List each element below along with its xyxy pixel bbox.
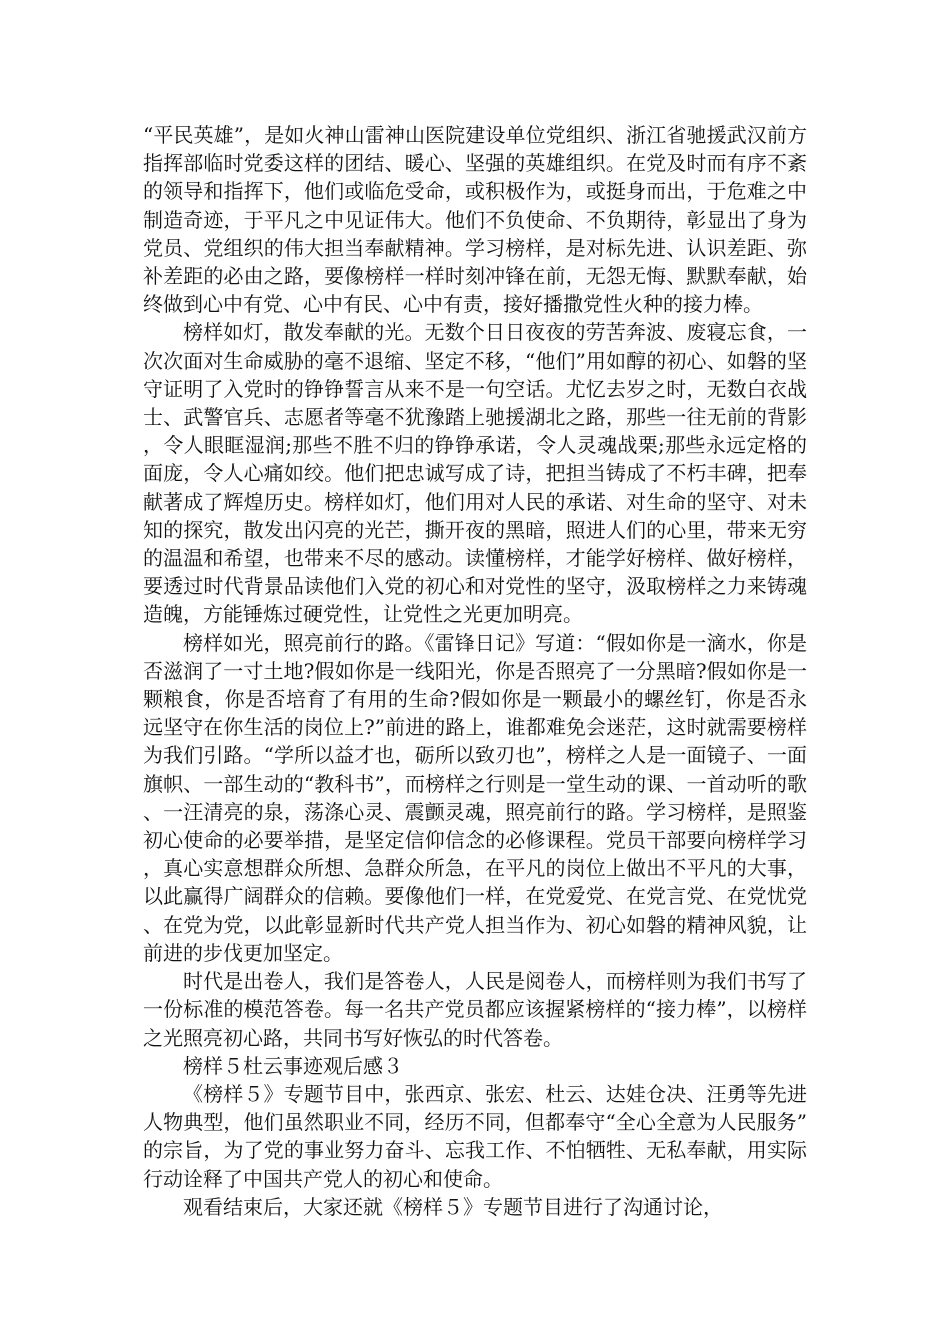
paragraph-continued: “平民英雄”，是如火神山雷神山医院建设单位党组织、浙江省驰援武汉前方指挥部临时党委这样的团结、暖心、坚强的英雄组织。在党及时而有序不紊的领导和指挥下，他们或临危受命，或积极作为，或挺身而出，于危难之中制造奇迹，于平凡之中见证伟大。他们不负使命、不负期待，彰显出了身为党员、党组织的伟大担当奉献精神。学习榜样，是对标先进、认识差距、弥补差距的必由之路，要像榜样一样时刻冲锋在前，无怨无悔、默默奉献，始终做到心中有党、心中有民、心中有责，接好播撒党性火种的接力棒。 [143,123,807,317]
document-body [143,121,807,1221]
paragraph-era: 时代是出卷人，我们是答卷人，人民是阅卷人，而榜样则为我们书写了一份标准的模范答卷。每一名共产党员都应该握紧榜样的“接力棒”，以榜样之光照亮初心路，共同书写好恢弘的时代答卷。 [143,969,807,1050]
paragraph-lamp: 榜样如灯，散发奉献的光。无数个日日夜夜的劳苦奔波、废寝忘食，一次次面对生命威胁的毫不退缩、坚定不移，“他们”用如醇的初心、如磐的坚守证明了入党时的铮铮誓言从来不是一句空话。尤忆去岁之时，无数白衣战士、武警官兵、志愿者等毫不犹豫踏上驰援湖北之路，那些一往无前的背影，令人眼眶湿润;那些不胜不归的铮铮承诺，令人灵魂战栗;那些永远定格的面庞，令人心痛如绞。他们把忠诚写成了诗，把担当铸成了不朽丰碑，把奉献著成了辉煌历史。榜样如灯，他们用对人民的承诺、对生命的坚守、对未知的探究，散发出闪亮的光芒，撕开夜的黑暗，照进人们的心里，带来无穷的温温和希望，也带来不尽的感动。读懂榜样，才能学好榜样、做好榜样，要透过时代背景品读他们入党的初心和对党性的坚守，汲取榜样之力来铸魂造魄，方能锤炼过硬党性，让党性之光更加明亮。 [143,320,807,627]
paragraph-program: 《榜样５》专题节目中，张西京、张宏、杜云、达娃仓决、汪勇等先进人物典型，他们虽然职业不同，经历不同，但都奉守“全心全意为人民服务”的宗旨，为了党的事业努力奋斗、忘我工作、不怕牺牲、无私奉献，用实际行动诠释了中国共产党人的初心和使命。 [143,1081,807,1191]
paragraph-discussion: 观看结束后，大家还就《榜样５》专题节目进行了沟通讨论， [183,1194,723,1219]
section-heading: 榜样５杜云事迹观后感３ [183,1053,403,1078]
paragraph-light: 榜样如光，照亮前行的路。《雷锋日记》写道：“假如你是一滴水，你是否滋润了一寸土地?假如你是一线阳光，你是否照亮了一分黑暗?假如你是一颗粮食，你是否培育了有用的生命?假如你是一颗最小的螺丝钉，你是否永远坚守在你生活的岗位上?”前进的路上，谁都难免会迷茫，这时就需要榜样为我们引路。“学所以益才也，砺所以致刃也”，榜样之人是一面镜子、一面旗帜、一部生动的“教科书”，而榜样之行则是一堂生动的课、一首动听的歌、一汪清亮的泉，荡涤心灵、震颤灵魂，照亮前行的路。学习榜样，是照鉴初心使命的必要举措，是坚定信仰信念的必修课程。党员干部要向榜样学习，真心实意想群众所想、急群众所急，在平凡的岗位上做出不平凡的大事，以此赢得广阔群众的信赖。要像他们一样，在党爱党、在党言党、在党忧党、在党为党，以此彰显新时代共产党人担当作为、初心如磐的精神风貌，让前进的步伐更加坚定。 [143,630,807,965]
